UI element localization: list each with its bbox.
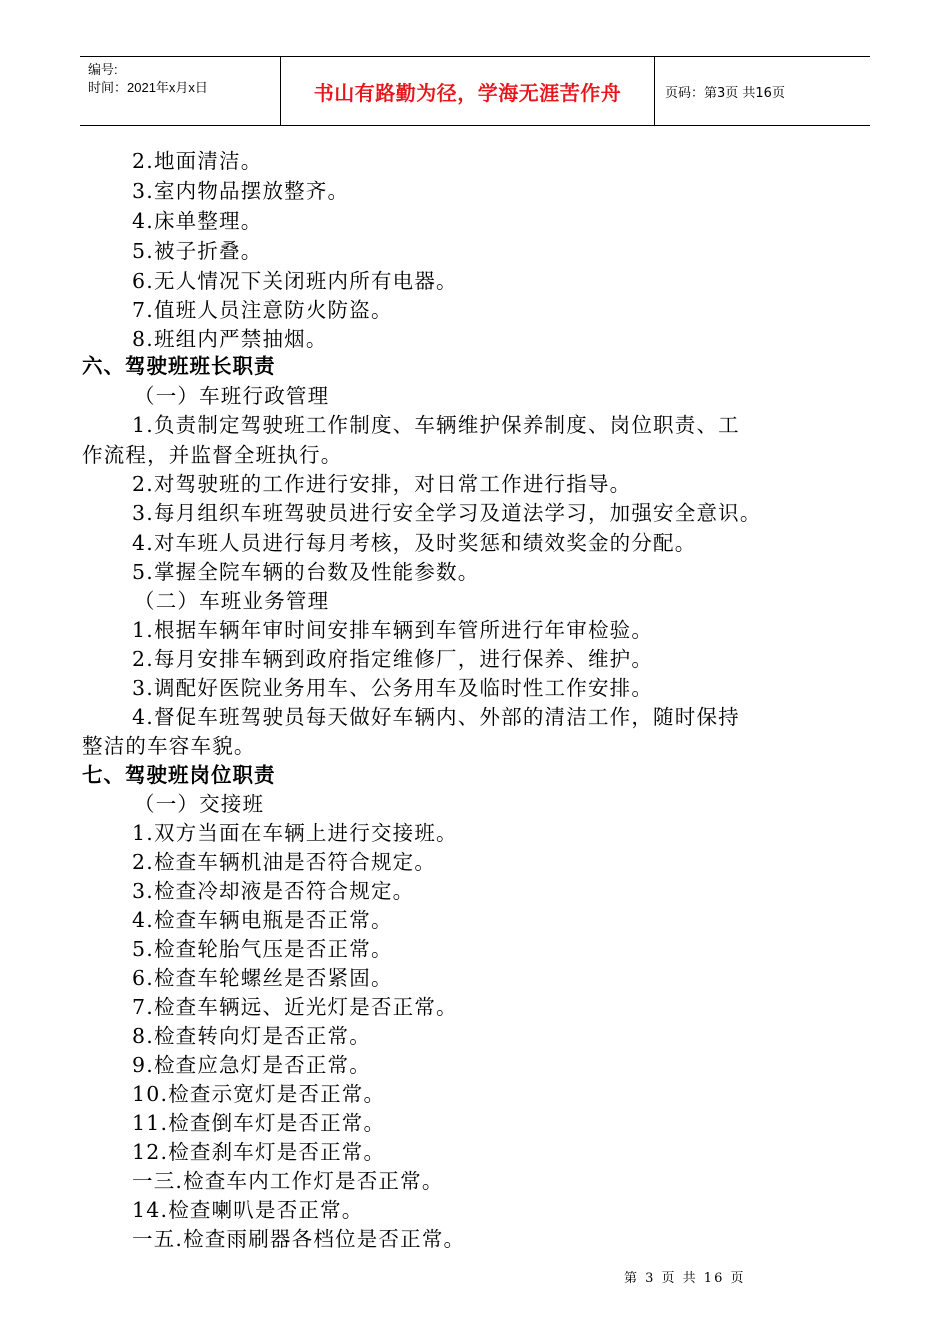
list-item: 1.负责制定驾驶班工作制度、车辆维护保养制度、岗位职责、工 bbox=[132, 413, 740, 437]
list-item: 9.检查应急灯是否正常。 bbox=[132, 1053, 371, 1077]
list-item: 5.检查轮胎气压是否正常。 bbox=[132, 937, 393, 961]
list-item: 4.检查车辆电瓶是否正常。 bbox=[132, 908, 393, 932]
list-item: 一五.检查雨刷器各档位是否正常。 bbox=[132, 1227, 466, 1251]
subsection-heading: （一）交接班 bbox=[134, 792, 265, 816]
section-heading: 六、驾驶班班长职责 bbox=[82, 354, 276, 378]
list-item: 3.调配好医院业务用车、公务用车及临时性工作安排。 bbox=[132, 676, 654, 700]
list-item: 8.班组内严禁抽烟。 bbox=[132, 327, 328, 351]
list-item: 一三.检查车内工作灯是否正常。 bbox=[132, 1169, 444, 1193]
list-item: 1.根据车辆年审时间安排车辆到车管所进行年审检验。 bbox=[132, 618, 654, 642]
list-item: 2.地面清洁。 bbox=[132, 149, 263, 173]
page-footer: 第 3 页 共 16 页 bbox=[624, 1271, 746, 1286]
list-item: 10.检查示宽灯是否正常。 bbox=[132, 1082, 386, 1106]
header-motto-cell bbox=[281, 57, 655, 125]
list-item: 2.每月安排车辆到政府指定维修厂，进行保养、维护。 bbox=[132, 647, 654, 671]
section-heading: 七、驾驶班岗位职责 bbox=[82, 763, 276, 787]
list-item: 7.值班人员注意防火防盗。 bbox=[132, 298, 393, 322]
list-item: 3.每月组织车班驾驶员进行安全学习及道法学习，加强安全意识。 bbox=[132, 501, 762, 525]
list-item: 4.督促车班驾驶员每天做好车辆内、外部的清洁工作，随时保持 bbox=[132, 705, 740, 729]
list-item: 6.检查车轮螺丝是否紧固。 bbox=[132, 966, 393, 990]
list-item-continuation: 作流程，并监督全班执行。 bbox=[82, 443, 343, 467]
header-meta bbox=[80, 57, 281, 125]
list-item: 2.检查车辆机油是否符合规定。 bbox=[132, 850, 437, 874]
document-time: 时间：2021年x月x日 bbox=[88, 80, 208, 95]
header-page-info: 页码：第3页 共16页 bbox=[665, 85, 785, 101]
list-item: 5.掌握全院车辆的台数及性能参数。 bbox=[132, 560, 480, 584]
document-header bbox=[80, 56, 870, 126]
list-item: 4.对车班人员进行每月考核，及时奖惩和绩效奖金的分配。 bbox=[132, 531, 697, 555]
list-item: 14.检查喇叭是否正常。 bbox=[132, 1198, 364, 1222]
list-item-continuation: 整洁的车容车貌。 bbox=[82, 734, 256, 758]
list-item: 3.室内物品摆放整齐。 bbox=[132, 179, 350, 203]
list-item: 7.检查车辆远、近光灯是否正常。 bbox=[132, 995, 458, 1019]
list-item: 1.双方当面在车辆上进行交接班。 bbox=[132, 821, 458, 845]
subsection-heading: （二）车班业务管理 bbox=[134, 589, 330, 613]
header-motto: 书山有路勤为径，学海无涯苦作舟 bbox=[313, 80, 622, 105]
document-number-label: 编号: bbox=[88, 62, 118, 77]
list-item: 2.对驾驶班的工作进行安排，对日常工作进行指导。 bbox=[132, 472, 632, 496]
list-item: 12.检查刹车灯是否正常。 bbox=[132, 1140, 386, 1164]
list-item: 8.检查转向灯是否正常。 bbox=[132, 1024, 371, 1048]
subsection-heading: （一）车班行政管理 bbox=[134, 384, 330, 408]
header-page-info-cell bbox=[655, 57, 870, 125]
list-item: 11.检查倒车灯是否正常。 bbox=[132, 1111, 386, 1135]
list-item: 3.检查冷却液是否符合规定。 bbox=[132, 879, 415, 903]
list-item: 5.被子折叠。 bbox=[132, 239, 263, 263]
list-item: 4.床单整理。 bbox=[132, 209, 263, 233]
list-item: 6.无人情况下关闭班内所有电器。 bbox=[132, 269, 458, 293]
